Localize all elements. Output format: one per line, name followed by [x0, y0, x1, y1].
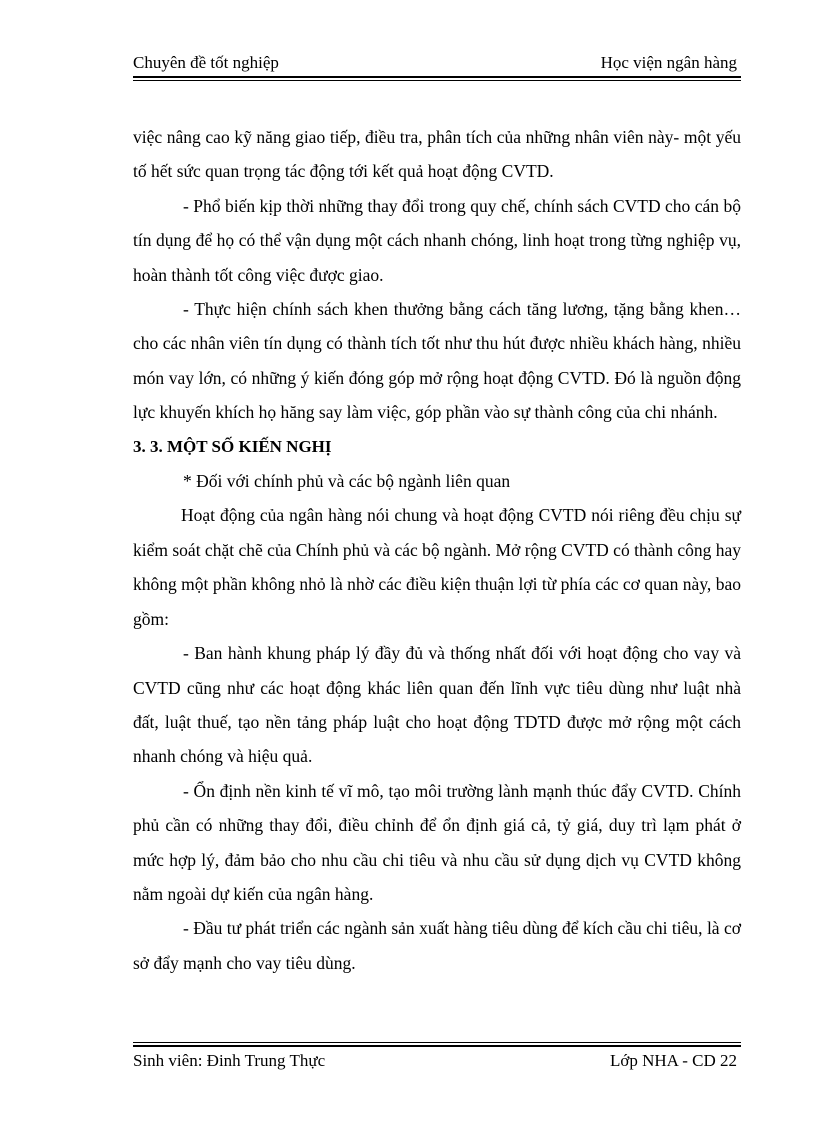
paragraph-policy-dissemination: - Phổ biến kịp thời những thay đổi trong quy chế, chính sách CVTD cho cán bộ tín dụng để họ có thể vận dụng một cách nhanh chóng, linh hoạt trong từng nghiệp vụ, hoàn thành tốt công việc được giao.: [133, 195, 741, 285]
page-header: [133, 52, 741, 74]
header-institution: Học viện ngân hàng: [600, 53, 737, 72]
section-heading: 3. 3. MỘT SỐ KIẾN NGHỊ: [133, 436, 332, 456]
header-document-type: Chuyên đề tốt nghiệp: [133, 53, 279, 72]
footer-class: Lớp NHA - CD 22: [609, 1051, 737, 1070]
subsection-heading: * Đối với chính phủ và các bộ ngành liên quan: [183, 471, 511, 492]
paragraph-macro-stability: - Ổn định nền kinh tế vĩ mô, tạo môi trường lành mạnh thúc đẩy CVTD. Chính phủ cần có những thay đổi, điều chỉnh để ổn định giá cả, tỷ giá, duy trì lạm phát ở mức hợp lý, đảm bảo cho nhu cầu chi tiêu và nhu cầu sử dụng dịch vụ CVTD không nằm ngoài dự kiến của ngân hàng.: [133, 780, 741, 904]
page-footer: [133, 1050, 741, 1072]
footer-rule-thin: [133, 1042, 741, 1043]
header-rule-thin: [133, 80, 741, 81]
paragraph-government-control: Hoạt động của ngân hàng nói chung và hoạt động CVTD nói riêng đều chịu sự kiểm soát chặt chẽ của Chính phủ và các bộ ngành. Mở rộng CVTD có thành công hay không một phần không nhỏ là nhờ các điều kiện thuận lợi từ phía các cơ quan này, bao gồm:: [133, 505, 741, 629]
paragraph-reward-policy: - Thực hiện chính sách khen thưởng bằng cách tăng lương, tặng bằng khen… cho các nhân viên tín dụng có thành tích tốt như thu hút được nhiều khách hàng, nhiều món vay lớn, có những ý kiến đóng góp mở rộng hoạt động CVTD. Đó là nguồn động lực khuyến khích họ hăng say làm việc, góp phần vào sự thành công của chi nhánh.: [133, 299, 741, 423]
footer-student: Sinh viên: Đinh Trung Thực: [133, 1051, 326, 1070]
paragraph-production-investment: - Đầu tư phát triển các ngành sản xuất hàng tiêu dùng để kích cầu chi tiêu, là cơ sở đẩy mạnh cho vay tiêu dùng.: [133, 918, 741, 973]
header-rule-thick: [133, 76, 741, 78]
page-body: [133, 120, 741, 980]
paragraph-legal-framework: - Ban hành khung pháp lý đầy đủ và thống nhất đối với hoạt động cho vay và CVTD cũng như các hoạt động khác liên quan đến lĩnh vực tiêu dùng như luật nhà đất, luật thuế, tạo nền tảng pháp luật cho hoạt động TDTD được mở rộng một cách nhanh chóng và hiệu quả.: [133, 643, 741, 767]
footer-rule-thick: [133, 1045, 741, 1047]
paragraph-continuation: việc nâng cao kỹ năng giao tiếp, điều tra, phân tích của những nhân viên này- một yếu tố hết sức quan trọng tác động tới kết quả hoạt động CVTD.: [133, 127, 741, 182]
